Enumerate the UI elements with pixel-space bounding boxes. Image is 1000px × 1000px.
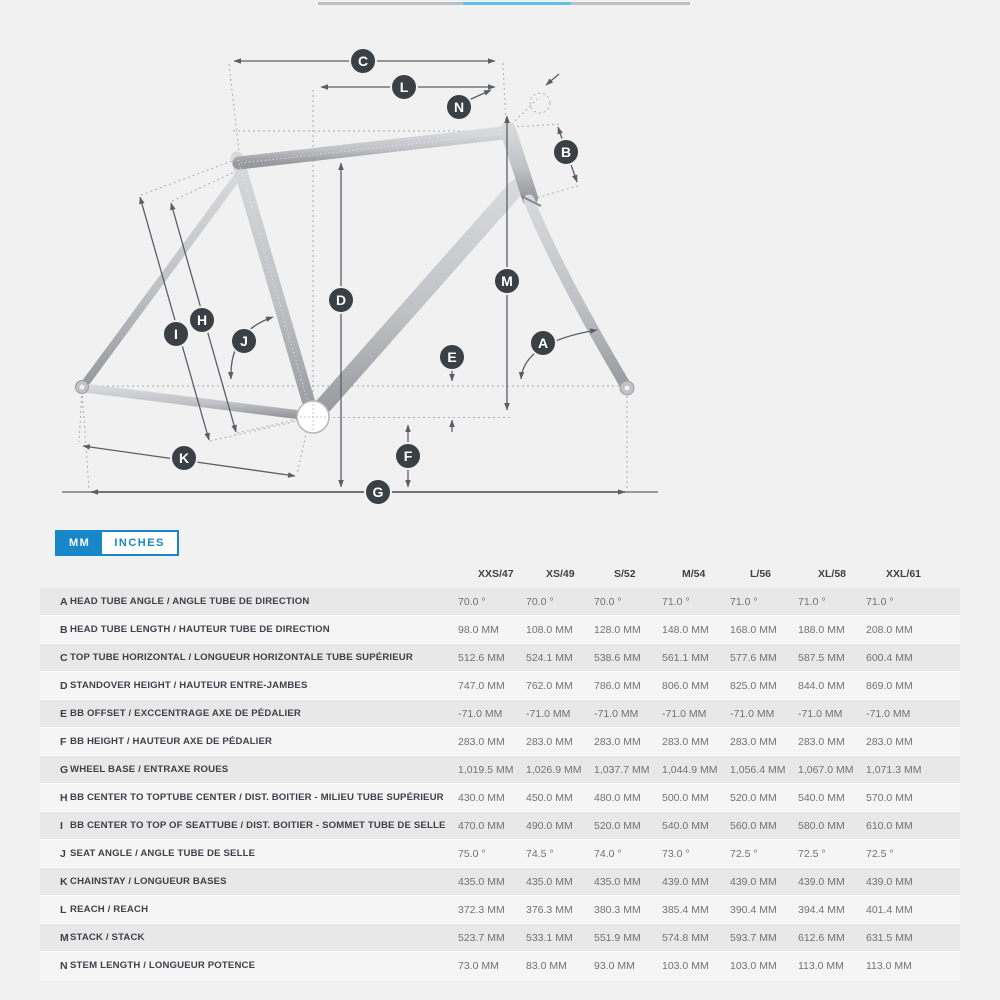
row-key-G: G bbox=[60, 763, 69, 776]
value-K-xs-49: 435.0 MM bbox=[526, 875, 573, 888]
ext-i-top bbox=[141, 161, 232, 195]
value-F-xxl-61: 283.0 MM bbox=[866, 735, 913, 748]
stem-pointer-arrow bbox=[546, 74, 559, 85]
value-D-m-54: 806.0 MM bbox=[662, 679, 709, 692]
label-J bbox=[231, 328, 257, 354]
label-H bbox=[189, 307, 215, 333]
svg-text:E: E bbox=[447, 349, 457, 365]
svg-text:I: I bbox=[174, 326, 178, 342]
value-H-xxs-47: 430.0 MM bbox=[458, 791, 505, 804]
row-key-A: A bbox=[60, 595, 68, 608]
value-M-xxl-61: 631.5 MM bbox=[866, 931, 913, 944]
size-header-xl-58: XL/58 bbox=[818, 568, 847, 580]
value-G-xs-49: 1,026.9 MM bbox=[526, 763, 582, 776]
size-header-l-56: L/56 bbox=[750, 568, 772, 580]
geometry-row-H bbox=[40, 784, 960, 812]
value-G-xl-58: 1,067.0 MM bbox=[798, 763, 854, 776]
value-J-s-52: 74.0 ° bbox=[594, 847, 622, 860]
value-I-xxl-61: 610.0 MM bbox=[866, 819, 913, 832]
svg-text:A: A bbox=[537, 335, 549, 351]
svg-text:C: C bbox=[357, 53, 369, 69]
dimension-labels bbox=[163, 48, 579, 505]
ext-c-left bbox=[229, 64, 240, 160]
value-N-xxs-47: 73.0 MM bbox=[458, 959, 499, 972]
value-E-xxs-47: -71.0 MM bbox=[458, 707, 503, 720]
value-B-xl-58: 188.0 MM bbox=[798, 623, 845, 636]
row-key-I: I bbox=[60, 819, 63, 832]
value-K-s-52: 435.0 MM bbox=[594, 875, 641, 888]
value-G-xxl-61: 1,071.3 MM bbox=[866, 763, 922, 776]
ext-c-right bbox=[503, 63, 506, 127]
row-label-B: HEAD TUBE LENGTH / HAUTEUR TUBE DE DIRECTION bbox=[70, 624, 330, 635]
row-label-E: BB OFFSET / EXCCENTRAGE AXE DE PÉDALIER bbox=[70, 708, 301, 719]
size-header-xxl-61: XXL/61 bbox=[886, 568, 922, 580]
geometry-row-J bbox=[40, 840, 960, 868]
size-header-xxs-47: XXS/47 bbox=[478, 568, 514, 580]
row-label-I: BB CENTER TO TOP OF SEATTUBE / DIST. BOITIER - SOMMET TUBE DE SELLE bbox=[70, 820, 446, 831]
svg-text:D: D bbox=[335, 292, 347, 308]
row-key-N: N bbox=[60, 959, 68, 972]
value-K-l-56: 439.0 MM bbox=[730, 875, 777, 888]
size-header-xs-49: XS/49 bbox=[546, 568, 575, 580]
geometry-row-L bbox=[40, 896, 960, 924]
value-G-l-56: 1,056.4 MM bbox=[730, 763, 786, 776]
value-C-xs-49: 524.1 MM bbox=[526, 651, 573, 664]
value-L-l-56: 390.4 MM bbox=[730, 903, 777, 916]
geometry-row-M bbox=[40, 924, 960, 952]
row-label-F: BB HEIGHT / HAUTEUR AXE DE PÉDALIER bbox=[70, 736, 273, 747]
value-I-m-54: 540.0 MM bbox=[662, 819, 709, 832]
label-E bbox=[439, 344, 465, 370]
value-G-s-52: 1,037.7 MM bbox=[594, 763, 650, 776]
value-E-l-56: -71.0 MM bbox=[730, 707, 775, 720]
value-A-xxl-61: 71.0 ° bbox=[866, 595, 894, 608]
row-key-J: J bbox=[60, 847, 66, 860]
label-K bbox=[171, 445, 197, 471]
row-label-D: STANDOVER HEIGHT / HAUTEUR ENTRE-JAMBES bbox=[70, 680, 308, 691]
geometry-table bbox=[40, 560, 960, 980]
value-E-s-52: -71.0 MM bbox=[594, 707, 639, 720]
value-J-xs-49: 74.5 ° bbox=[526, 847, 554, 860]
row-label-M: STACK / STACK bbox=[70, 932, 145, 943]
label-B bbox=[553, 139, 579, 165]
value-I-xs-49: 490.0 MM bbox=[526, 819, 573, 832]
row-key-C: C bbox=[60, 651, 68, 664]
row-key-F: F bbox=[60, 735, 67, 748]
row-label-A: HEAD TUBE ANGLE / ANGLE TUBE DE DIRECTION bbox=[70, 596, 310, 607]
row-label-J: SEAT ANGLE / ANGLE TUBE DE SELLE bbox=[70, 848, 256, 859]
value-E-xs-49: -71.0 MM bbox=[526, 707, 571, 720]
label-C bbox=[350, 48, 376, 74]
value-L-m-54: 385.4 MM bbox=[662, 903, 709, 916]
value-C-xxs-47: 512.6 MM bbox=[458, 651, 505, 664]
unit-mm-button[interactable]: MM bbox=[57, 532, 102, 554]
value-L-xxs-47: 372.3 MM bbox=[458, 903, 505, 916]
rear-axle bbox=[80, 385, 85, 390]
geometry-row-B bbox=[40, 616, 960, 644]
value-N-xxl-61: 113.0 MM bbox=[866, 959, 912, 972]
geometry-row-E bbox=[40, 700, 960, 728]
value-E-xxl-61: -71.0 MM bbox=[866, 707, 911, 720]
geometry-row-D bbox=[40, 672, 960, 700]
row-key-M: M bbox=[60, 931, 69, 944]
value-A-xl-58: 71.0 ° bbox=[798, 595, 826, 608]
row-label-L: REACH / REACH bbox=[70, 904, 149, 915]
value-L-xs-49: 376.3 MM bbox=[526, 903, 573, 916]
value-M-xs-49: 533.1 MM bbox=[526, 931, 573, 944]
label-I bbox=[163, 321, 189, 347]
value-C-l-56: 577.6 MM bbox=[730, 651, 777, 664]
value-C-m-54: 561.1 MM bbox=[662, 651, 709, 664]
value-L-xxl-61: 401.4 MM bbox=[866, 903, 913, 916]
svg-text:H: H bbox=[196, 312, 208, 328]
unit-inches-button[interactable]: INCHES bbox=[102, 532, 177, 554]
dim-n-stem-arrow bbox=[469, 90, 491, 100]
value-H-xl-58: 540.0 MM bbox=[798, 791, 845, 804]
geometry-row-A bbox=[40, 588, 960, 616]
size-header-row bbox=[40, 560, 960, 588]
value-M-m-54: 574.8 MM bbox=[662, 931, 709, 944]
svg-text:F: F bbox=[403, 448, 413, 464]
geometry-row-K bbox=[40, 868, 960, 896]
geometry-row-F bbox=[40, 728, 960, 756]
fork bbox=[529, 200, 627, 388]
size-header-s-52: S/52 bbox=[614, 568, 636, 580]
value-M-xl-58: 612.6 MM bbox=[798, 931, 845, 944]
row-label-C: TOP TUBE HORIZONTAL / LONGUEUR HORIZONTALE TUBE SUPÉRIEUR bbox=[70, 652, 413, 663]
value-M-l-56: 593.7 MM bbox=[730, 931, 777, 944]
geometry-row-G bbox=[40, 756, 960, 784]
ext-b-bottom bbox=[533, 185, 581, 199]
value-N-xl-58: 113.0 MM bbox=[798, 959, 844, 972]
value-N-s-52: 93.0 MM bbox=[594, 959, 635, 972]
value-F-xl-58: 283.0 MM bbox=[798, 735, 845, 748]
svg-text:L: L bbox=[399, 79, 409, 95]
value-C-s-52: 538.6 MM bbox=[594, 651, 641, 664]
geometry-row-N bbox=[40, 952, 960, 980]
value-H-s-52: 480.0 MM bbox=[594, 791, 641, 804]
value-A-s-52: 70.0 ° bbox=[594, 595, 622, 608]
label-M bbox=[494, 268, 520, 294]
value-D-xxs-47: 747.0 MM bbox=[458, 679, 505, 692]
size-header-m-54: M/54 bbox=[682, 568, 706, 580]
bike-frame bbox=[84, 130, 627, 417]
value-J-xxl-61: 72.5 ° bbox=[866, 847, 894, 860]
value-B-l-56: 168.0 MM bbox=[730, 623, 777, 636]
value-B-s-52: 128.0 MM bbox=[594, 623, 641, 636]
value-F-l-56: 283.0 MM bbox=[730, 735, 777, 748]
value-L-s-52: 380.3 MM bbox=[594, 903, 641, 916]
svg-text:M: M bbox=[501, 273, 513, 289]
svg-text:B: B bbox=[560, 144, 572, 160]
label-A bbox=[530, 330, 556, 356]
value-G-m-54: 1,044.9 MM bbox=[662, 763, 718, 776]
value-J-m-54: 73.0 ° bbox=[662, 847, 690, 860]
value-M-s-52: 551.9 MM bbox=[594, 931, 641, 944]
row-key-D: D bbox=[60, 679, 68, 692]
label-N bbox=[446, 94, 472, 120]
geometry-row-I bbox=[40, 812, 960, 840]
value-D-s-52: 786.0 MM bbox=[594, 679, 641, 692]
value-G-xxs-47: 1,019.5 MM bbox=[458, 763, 514, 776]
value-A-m-54: 71.0 ° bbox=[662, 595, 690, 608]
value-N-m-54: 103.0 MM bbox=[662, 959, 709, 972]
value-D-xl-58: 844.0 MM bbox=[798, 679, 845, 692]
svg-text:N: N bbox=[453, 99, 465, 115]
value-C-xl-58: 587.5 MM bbox=[798, 651, 845, 664]
value-B-xs-49: 108.0 MM bbox=[526, 623, 573, 636]
ext-b-top bbox=[512, 124, 560, 127]
value-F-m-54: 283.0 MM bbox=[662, 735, 709, 748]
value-B-m-54: 148.0 MM bbox=[662, 623, 709, 636]
value-F-xxs-47: 283.0 MM bbox=[458, 735, 505, 748]
label-D bbox=[328, 287, 354, 313]
geometry-row-C bbox=[40, 644, 960, 672]
row-key-K: K bbox=[60, 875, 68, 888]
value-H-m-54: 500.0 MM bbox=[662, 791, 709, 804]
row-label-K: CHAINSTAY / LONGUEUR BASES bbox=[70, 876, 227, 887]
geometry-rows bbox=[40, 588, 960, 980]
value-K-xxs-47: 435.0 MM bbox=[458, 875, 505, 888]
row-key-H: H bbox=[60, 791, 68, 804]
label-L bbox=[391, 74, 417, 100]
value-B-xxs-47: 98.0 MM bbox=[458, 623, 499, 636]
value-H-l-56: 520.0 MM bbox=[730, 791, 777, 804]
value-F-xs-49: 283.0 MM bbox=[526, 735, 573, 748]
value-I-xl-58: 580.0 MM bbox=[798, 819, 845, 832]
value-I-xxs-47: 470.0 MM bbox=[458, 819, 505, 832]
value-M-xxs-47: 523.7 MM bbox=[458, 931, 505, 944]
value-I-l-56: 560.0 MM bbox=[730, 819, 777, 832]
value-A-xs-49: 70.0 ° bbox=[526, 595, 554, 608]
value-H-xs-49: 450.0 MM bbox=[526, 791, 573, 804]
row-label-G: WHEEL BASE / ENTRAXE ROUES bbox=[70, 764, 229, 775]
ext-g-left bbox=[82, 391, 89, 489]
chain-stay bbox=[84, 388, 309, 416]
row-key-B: B bbox=[60, 623, 68, 636]
row-key-L: L bbox=[60, 903, 67, 916]
unit-toggle bbox=[55, 530, 179, 556]
svg-text:J: J bbox=[240, 333, 248, 349]
value-J-xl-58: 72.5 ° bbox=[798, 847, 826, 860]
value-J-l-56: 72.5 ° bbox=[730, 847, 758, 860]
row-label-H: BB CENTER TO TOPTUBE CENTER / DIST. BOITIER - MILIEU TUBE SUPÉRIEUR bbox=[70, 792, 444, 803]
svg-text:G: G bbox=[372, 484, 384, 500]
value-L-xl-58: 394.4 MM bbox=[798, 903, 845, 916]
value-J-xxs-47: 75.0 ° bbox=[458, 847, 486, 860]
row-key-E: E bbox=[60, 707, 68, 720]
value-K-xl-58: 439.0 MM bbox=[798, 875, 845, 888]
value-A-xxs-47: 70.0 ° bbox=[458, 595, 486, 608]
svg-text:K: K bbox=[178, 450, 190, 466]
value-F-s-52: 283.0 MM bbox=[594, 735, 641, 748]
value-A-l-56: 71.0 ° bbox=[730, 595, 758, 608]
value-N-l-56: 103.0 MM bbox=[730, 959, 777, 972]
value-D-l-56: 825.0 MM bbox=[730, 679, 777, 692]
label-F bbox=[395, 443, 421, 469]
value-N-xs-49: 83.0 MM bbox=[526, 959, 567, 972]
value-K-m-54: 439.0 MM bbox=[662, 875, 709, 888]
value-K-xxl-61: 439.0 MM bbox=[866, 875, 913, 888]
value-C-xxl-61: 600.4 MM bbox=[866, 651, 913, 664]
top-tube bbox=[239, 133, 503, 163]
value-H-xxl-61: 570.0 MM bbox=[866, 791, 913, 804]
ext-k-left bbox=[79, 391, 82, 442]
value-D-xs-49: 762.0 MM bbox=[526, 679, 573, 692]
value-E-m-54: -71.0 MM bbox=[662, 707, 707, 720]
row-label-N: STEM LENGTH / LONGUEUR POTENCE bbox=[70, 960, 256, 971]
value-B-xxl-61: 208.0 MM bbox=[866, 623, 913, 636]
ext-i-bottom bbox=[210, 419, 306, 441]
label-G bbox=[365, 479, 391, 505]
value-I-s-52: 520.0 MM bbox=[594, 819, 641, 832]
value-D-xxl-61: 869.0 MM bbox=[866, 679, 913, 692]
front-axle bbox=[625, 386, 630, 391]
value-E-xl-58: -71.0 MM bbox=[798, 707, 843, 720]
